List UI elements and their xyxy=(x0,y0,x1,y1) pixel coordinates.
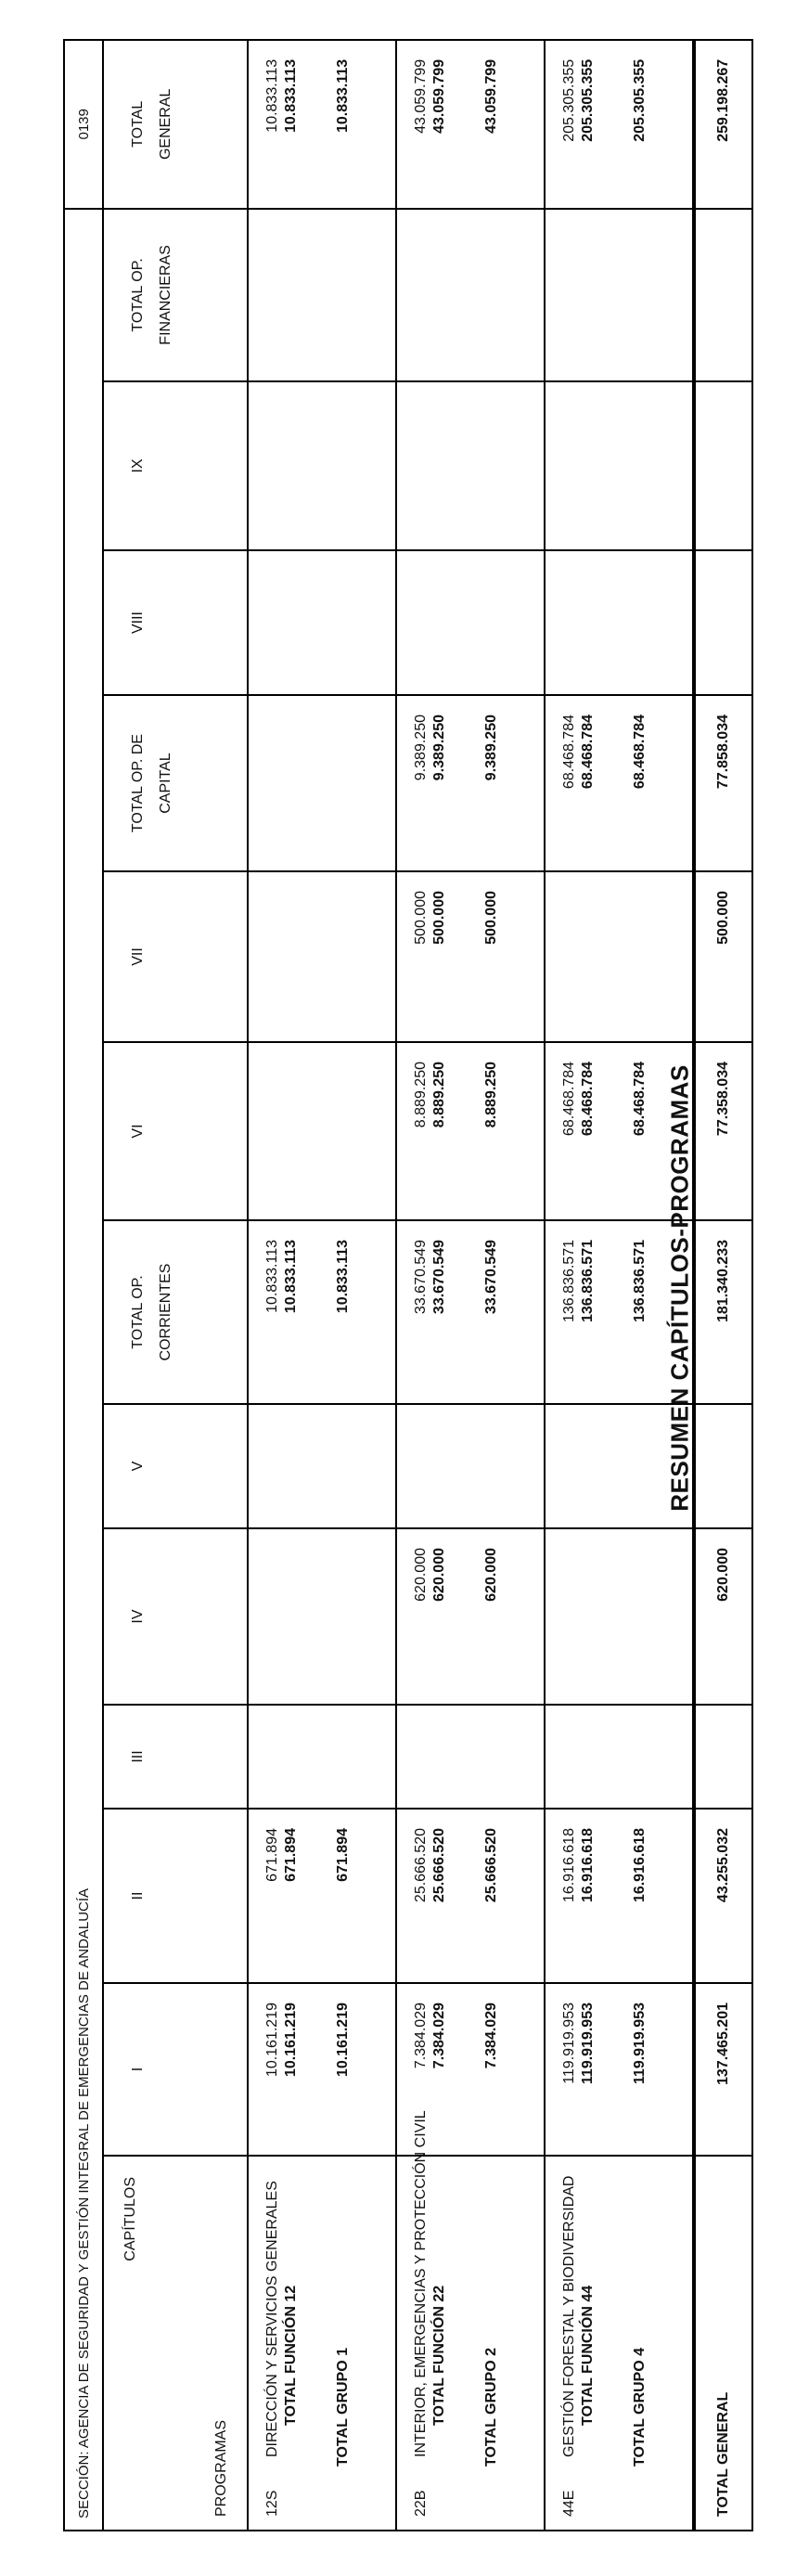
total-general-value xyxy=(695,1404,752,1528)
grupo-value: 68.468.784 xyxy=(632,715,648,790)
grupo-value: 10.833.113 xyxy=(335,58,351,134)
grupo-value: 671.894 xyxy=(335,1828,351,1882)
column-header xyxy=(103,209,248,381)
program-cell xyxy=(396,2110,545,2531)
program-value: 205.305.355 xyxy=(561,58,577,142)
section-code: 0139 xyxy=(64,40,103,209)
program-name: DIRECCIÓN Y SERVICIOS GENERALES xyxy=(264,2181,280,2457)
program-line xyxy=(412,2110,430,2517)
column-header-line: II xyxy=(130,1891,146,1900)
programas-label: PROGRAMAS xyxy=(213,2419,229,2517)
page-title: RESUMEN CAPÍTULOS-PROGRAMAS xyxy=(665,1064,694,1512)
column-header xyxy=(103,1983,248,2156)
value-cell xyxy=(248,1404,396,1528)
column-header-line: CORRIENTES xyxy=(158,1263,173,1361)
total-general-row xyxy=(695,40,752,2531)
program-value: 68.468.784 xyxy=(561,1062,577,1137)
funcion-value: 33.670.549 xyxy=(431,1240,447,1315)
value-cell xyxy=(396,40,545,209)
value-cell xyxy=(248,1042,396,1220)
funcion-value: 43.059.799 xyxy=(431,58,447,134)
program-value: 68.468.784 xyxy=(561,715,577,790)
value-cell xyxy=(545,695,693,871)
program-value: 43.059.799 xyxy=(413,58,429,134)
value-cell xyxy=(248,550,396,695)
value-cell xyxy=(248,1220,396,1404)
grupo-value: 10.833.113 xyxy=(335,1240,351,1314)
program-block xyxy=(545,40,693,2531)
funcion-value: 500.000 xyxy=(431,891,447,945)
program-value: 25.666.520 xyxy=(413,1828,429,1903)
program-name: GESTIÓN FORESTAL Y BIODIVERSIDAD xyxy=(561,2175,577,2457)
column-header xyxy=(103,871,248,1042)
value-cell xyxy=(396,695,545,871)
program-value: 10.833.113 xyxy=(264,1240,280,1313)
value-cell xyxy=(248,40,396,209)
column-header-line: GENERAL xyxy=(158,88,173,161)
total-general-value xyxy=(695,550,752,695)
total-general-value: 137.465.201 xyxy=(695,1983,752,2156)
grupo-total-label: TOTAL GRUPO 1 xyxy=(335,2347,351,2467)
funcion-value: 9.389.250 xyxy=(431,715,447,781)
value-cell xyxy=(396,871,545,1042)
program-cell xyxy=(248,2156,396,2531)
grupo-total-label: TOTAL GRUPO 2 xyxy=(483,2347,499,2467)
column-header-line: VI xyxy=(130,1124,146,1139)
funcion-value: 620.000 xyxy=(431,1548,447,1602)
value-cell xyxy=(248,1705,396,1809)
value-cell xyxy=(396,209,545,381)
total-general-value: 259.198.267 xyxy=(695,40,752,209)
total-general-value: 181.340.233 xyxy=(695,1220,752,1404)
total-general-value xyxy=(695,381,752,550)
value-cell xyxy=(545,381,693,550)
funcion-value: 68.468.784 xyxy=(580,1062,596,1137)
program-value: 10.161.219 xyxy=(264,2003,280,2078)
value-cell xyxy=(545,1404,693,1528)
grupo-value: 9.389.250 xyxy=(483,715,499,781)
value-cell xyxy=(545,1528,693,1705)
program-value: 671.894 xyxy=(264,1828,280,1882)
funcion-value: 136.836.571 xyxy=(580,1240,596,1322)
program-code: 44E xyxy=(561,2490,577,2517)
funcion-value: 205.305.355 xyxy=(580,58,596,142)
program-block xyxy=(396,40,545,2531)
program-value: 136.836.571 xyxy=(561,1240,577,1322)
funcion-total-label: TOTAL FUNCIÓN 22 xyxy=(431,2285,447,2426)
value-cell xyxy=(248,871,396,1042)
program-value: 8.889.250 xyxy=(413,1062,429,1128)
column-header-line: I xyxy=(130,2067,146,2072)
program-value: 10.833.113 xyxy=(264,58,280,133)
value-cell xyxy=(545,1042,693,1220)
value-cell xyxy=(545,40,693,209)
funcion-value: 8.889.250 xyxy=(431,1062,447,1128)
value-cell xyxy=(396,550,545,695)
funcion-value: 7.384.029 xyxy=(431,2003,447,2069)
column-header-line: IV xyxy=(130,1609,146,1624)
value-cell xyxy=(248,695,396,871)
total-general-value: 77.858.034 xyxy=(695,695,752,871)
section-name: SECCIÓN: AGENCIA DE SEGURIDAD Y GESTIÓN INTEGRAL DE EMERGENCIAS DE ANDALUCÍA xyxy=(64,209,103,2531)
program-value: 16.916.618 xyxy=(561,1828,577,1903)
program-cell xyxy=(545,2156,693,2531)
value-cell xyxy=(396,1042,545,1220)
chapters-programs-table xyxy=(63,39,753,2531)
value-cell xyxy=(248,1983,396,2156)
value-cell xyxy=(248,209,396,381)
column-header xyxy=(103,550,248,695)
program-line xyxy=(560,2157,579,2517)
column-header xyxy=(103,1220,248,1404)
program-code: 22B xyxy=(413,2490,429,2517)
value-cell xyxy=(248,1528,396,1705)
grupo-value: 10.161.219 xyxy=(335,2003,351,2078)
value-cell xyxy=(396,381,545,550)
summary-sheet xyxy=(63,41,751,2531)
total-general-value xyxy=(695,209,752,381)
value-cell xyxy=(545,871,693,1042)
grupo-value: 25.666.520 xyxy=(483,1828,499,1903)
value-cell xyxy=(396,1528,545,1705)
value-cell xyxy=(545,1809,693,1983)
value-cell xyxy=(248,381,396,550)
program-name: INTERIOR, EMERGENCIAS Y PROTECCIÓN CIVIL xyxy=(413,2110,429,2457)
column-header xyxy=(103,1809,248,1983)
column-header xyxy=(103,1404,248,1528)
value-cell xyxy=(545,209,693,381)
total-general-value: 43.255.032 xyxy=(695,1809,752,1983)
funcion-value: 671.894 xyxy=(283,1828,299,1882)
column-header xyxy=(103,695,248,871)
funcion-value: 68.468.784 xyxy=(580,715,596,790)
program-block xyxy=(248,40,396,2531)
column-header-line: TOTAL OP. DE xyxy=(130,733,146,833)
column-header-line: V xyxy=(130,1461,146,1472)
grupo-value: 205.305.355 xyxy=(632,58,648,142)
grupo-value: 500.000 xyxy=(483,891,499,945)
grupo-value: 33.670.549 xyxy=(483,1240,499,1315)
funcion-total-label: TOTAL FUNCIÓN 44 xyxy=(580,2285,596,2426)
grupo-value: 620.000 xyxy=(483,1548,499,1602)
grupo-total-label: TOTAL GRUPO 4 xyxy=(632,2347,648,2467)
capitulos-label: CAPÍTULOS xyxy=(122,2177,138,2261)
program-value: 9.389.250 xyxy=(413,715,429,781)
funcion-value: 119.919.953 xyxy=(580,2003,596,2085)
program-code: 12S xyxy=(264,2490,280,2517)
value-cell xyxy=(545,550,693,695)
column-header-line: TOTAL OP. xyxy=(130,1275,146,1349)
grupo-value: 68.468.784 xyxy=(632,1062,648,1137)
program-value: 7.384.029 xyxy=(413,2003,429,2069)
grupo-value: 119.919.953 xyxy=(632,2003,648,2085)
column-header xyxy=(103,1528,248,1705)
header-corner xyxy=(103,2156,248,2531)
column-header-line: III xyxy=(130,1750,146,1763)
value-cell xyxy=(396,1404,545,1528)
funcion-value: 10.833.113 xyxy=(283,58,299,134)
program-value: 119.919.953 xyxy=(561,2003,577,2084)
program-value: 620.000 xyxy=(413,1548,429,1602)
value-cell xyxy=(396,1220,545,1404)
column-header xyxy=(103,381,248,550)
column-header xyxy=(103,1042,248,1220)
column-header-line: VII xyxy=(130,947,146,966)
header-row xyxy=(103,40,248,2531)
grupo-value: 16.916.618 xyxy=(632,1828,648,1903)
total-general-value xyxy=(695,1705,752,1809)
column-header-line: TOTAL xyxy=(130,100,146,148)
program-value: 500.000 xyxy=(413,891,429,945)
total-general-value: 77.358.034 xyxy=(695,1042,752,1220)
value-cell xyxy=(248,1809,396,1983)
grupo-value: 43.059.799 xyxy=(483,58,499,134)
value-cell xyxy=(545,1220,693,1404)
value-cell xyxy=(545,1983,693,2156)
column-header-line: TOTAL OP. xyxy=(130,258,146,332)
funcion-value: 10.161.219 xyxy=(283,2003,299,2078)
grupo-value: 136.836.571 xyxy=(632,1240,648,1322)
column-header xyxy=(103,40,248,209)
section-row xyxy=(64,40,103,2531)
value-cell xyxy=(396,1705,545,1809)
grupo-value: 7.384.029 xyxy=(483,2003,499,2069)
column-header xyxy=(103,1705,248,1809)
funcion-value: 25.666.520 xyxy=(431,1828,447,1903)
funcion-total-label: TOTAL FUNCIÓN 12 xyxy=(283,2285,299,2426)
total-general-value: 500.000 xyxy=(695,871,752,1042)
funcion-value: 16.916.618 xyxy=(580,1828,596,1903)
column-header-line: VIII xyxy=(130,612,146,635)
column-header-line: CAPITAL xyxy=(158,753,173,814)
column-header-line: IX xyxy=(130,458,146,473)
value-cell xyxy=(545,1705,693,1809)
value-cell xyxy=(396,1809,545,1983)
grupo-value: 8.889.250 xyxy=(483,1062,499,1128)
total-general-label: TOTAL GENERAL xyxy=(695,2156,752,2531)
column-header-line: FINANCIERAS xyxy=(158,245,173,345)
total-general-value: 620.000 xyxy=(695,1528,752,1705)
funcion-value: 10.833.113 xyxy=(283,1240,299,1314)
program-value: 33.670.549 xyxy=(413,1240,429,1315)
program-line xyxy=(263,2157,282,2517)
